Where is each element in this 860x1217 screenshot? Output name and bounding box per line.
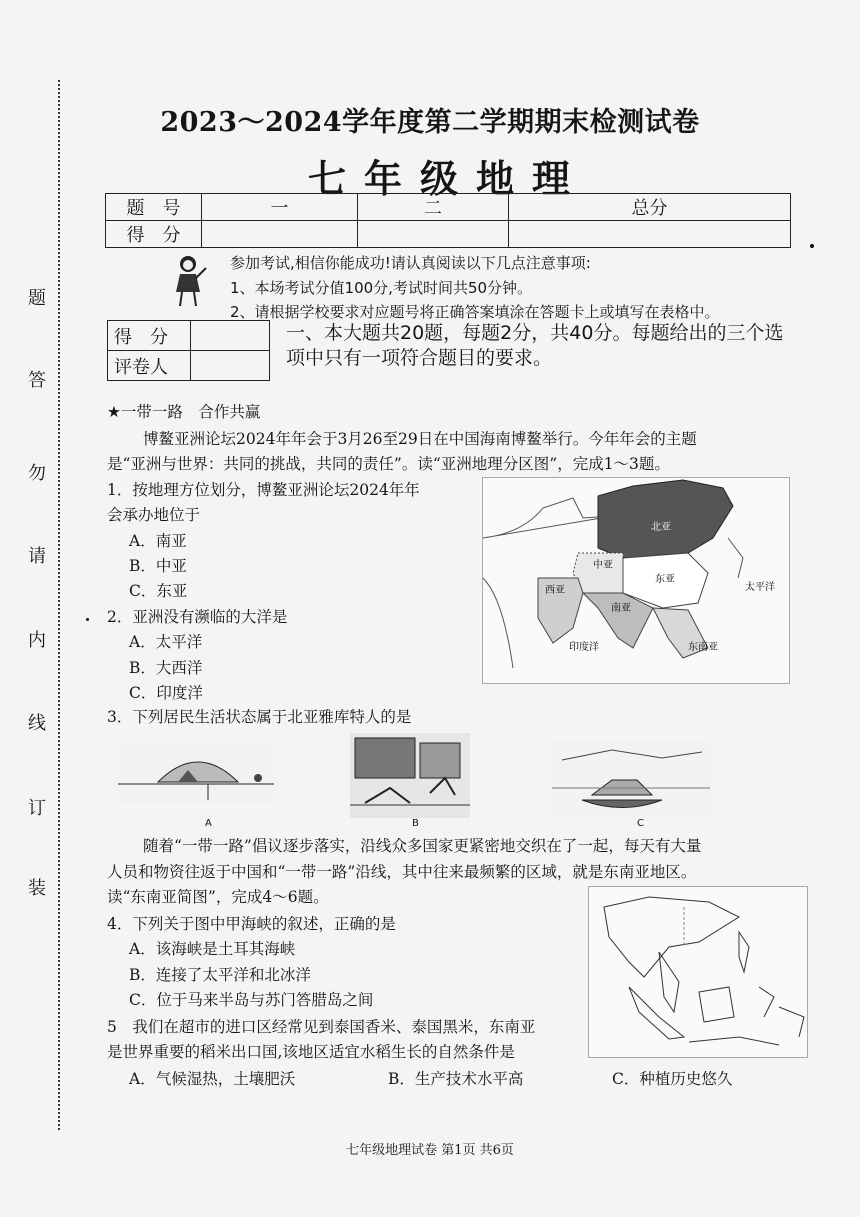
scan-speck xyxy=(86,618,89,621)
map-label: 印度洋 xyxy=(569,642,599,653)
southeast-asia-map xyxy=(588,886,808,1058)
question-stem: 5 我们在超市的进口区经常见到泰国香米、泰国黑米，东南亚 xyxy=(107,1018,536,1036)
option[interactable]: A．该海峡是土耳其海峡 xyxy=(129,940,296,959)
image-label: B xyxy=(412,818,419,829)
margin-char: 线 xyxy=(28,713,46,734)
option[interactable]: B．中亚 xyxy=(129,556,187,575)
subject-title: 七年级地理 xyxy=(307,156,588,201)
notice-intro: 参加考试,相信你能成功!请认真阅读以下几点注意事项: xyxy=(230,254,591,272)
question-5 xyxy=(107,1015,535,1066)
binding-margin-line xyxy=(58,80,60,1130)
map-label: 中亚 xyxy=(593,560,613,571)
exam-notice xyxy=(230,251,800,325)
option[interactable]: C．位于马来半岛与苏门答腊岛之间 xyxy=(129,990,374,1009)
option[interactable]: A．气候湿热，土壤肥沃 xyxy=(129,1070,296,1088)
map-label: 东亚 xyxy=(655,574,675,585)
notice-item: 1、本场考试分值100分,考试时间共50分钟。 xyxy=(230,278,533,297)
question-2 xyxy=(107,605,287,706)
margin-char: 订 xyxy=(28,798,46,819)
reindeer-sled-image xyxy=(350,733,470,818)
scan-speck xyxy=(810,244,814,248)
grader-score-label: 得 分 xyxy=(108,321,191,351)
score-table-header: 总分 xyxy=(509,194,791,221)
score-cell[interactable] xyxy=(202,221,358,248)
margin-char: 装 xyxy=(28,878,46,899)
map-label: 太平洋 xyxy=(745,582,775,593)
question-stem: 2．亚洲没有濒临的大洋是 xyxy=(107,608,288,626)
map-label: 北亚 xyxy=(651,522,671,533)
score-table xyxy=(105,193,791,248)
image-label: C xyxy=(637,818,644,829)
option[interactable]: C．东亚 xyxy=(129,582,188,601)
score-table-header: 一 xyxy=(202,194,358,221)
map-label: 南亚 xyxy=(611,603,631,614)
score-table-header: 二 xyxy=(358,194,509,221)
option[interactable]: A．太平洋 xyxy=(129,633,203,652)
margin-char: 内 xyxy=(28,630,46,651)
option[interactable]: B．生产技术水平高 xyxy=(388,1070,524,1088)
grader-table xyxy=(107,320,270,381)
margin-char: 答 xyxy=(28,370,46,391)
passage-line: 人员和物资往返于中国和“一带一路”沿线，其中往来最频繁的区域，就是东南亚地区。 xyxy=(107,863,697,881)
option[interactable]: A．南亚 xyxy=(129,531,187,550)
score-table-header: 题 号 xyxy=(106,194,202,221)
map-label: 东南亚 xyxy=(688,642,718,653)
option[interactable]: C．印度洋 xyxy=(129,683,203,702)
asia-region-map xyxy=(482,477,790,684)
question-4 xyxy=(107,912,396,1013)
passage-line: 随着“一带一路”倡议逐步落实，沿线众多国家更紧密地交织在了一起，每天有大量 xyxy=(143,837,702,855)
page-footer: 七年级地理试卷 第1页 共6页 xyxy=(346,1143,514,1158)
margin-char: 题 xyxy=(28,288,46,309)
igloo-dwelling-image xyxy=(118,742,274,820)
grader-score-cell[interactable] xyxy=(191,321,270,351)
passage-line: 博鳌亚洲论坛2024年年会于3月26至29日在中国海南博鳌举行。今年年会的主题 xyxy=(143,430,697,448)
notice-item: 2、请根据学校要求对应题号将正确答案填涂在答题卡上或填写在表格中。 xyxy=(230,303,720,321)
section-instructions: 一、本大题共20题，每题2分，共40分。每题给出的三个选项中只有一项符合题目的要求。 xyxy=(286,322,784,369)
floating-boat-house-image xyxy=(552,740,710,818)
grader-name-cell[interactable] xyxy=(191,351,270,381)
score-cell[interactable] xyxy=(509,221,791,248)
option[interactable]: B．连接了太平洋和北冰洋 xyxy=(129,965,311,984)
score-row-label: 得 分 xyxy=(106,221,202,248)
image-label: A xyxy=(205,818,212,829)
question-stem: 4．下列关于图中甲海峡的叙述，正确的是 xyxy=(107,915,396,933)
option[interactable]: B．大西洋 xyxy=(129,658,203,677)
map-label: 西亚 xyxy=(545,585,565,596)
question-3-stem: 3．下列居民生活状态属于北亚雅库特人的是 xyxy=(107,708,412,726)
margin-char: 请 xyxy=(28,546,46,567)
question-stem: 会承办地位于 xyxy=(107,506,201,525)
topic-heading: ★一带一路 合作共赢 xyxy=(107,403,261,421)
question-1 xyxy=(107,478,420,604)
score-cell[interactable] xyxy=(358,221,509,248)
grader-name-label: 评卷人 xyxy=(108,351,191,381)
passage-line: 读“东南亚简图”，完成4～6题。 xyxy=(107,888,329,906)
exam-title: 2023～2024学年度第二学期期末检测试卷 xyxy=(160,107,700,138)
question-stem: 是世界重要的稻米出口国,该地区适宜水稻生长的自然条件是 xyxy=(107,1043,515,1062)
cartoon-student-icon xyxy=(170,252,210,310)
option[interactable]: C．种植历史悠久 xyxy=(612,1070,733,1088)
margin-char: 勿 xyxy=(28,463,46,484)
passage-line: 是“亚洲与世界：共同的挑战，共同的责任”。读“亚洲地理分区图”，完成1～3题。 xyxy=(107,455,670,473)
question-stem: 1．按地理方位划分，博鳌亚洲论坛2024年年 xyxy=(107,481,420,499)
